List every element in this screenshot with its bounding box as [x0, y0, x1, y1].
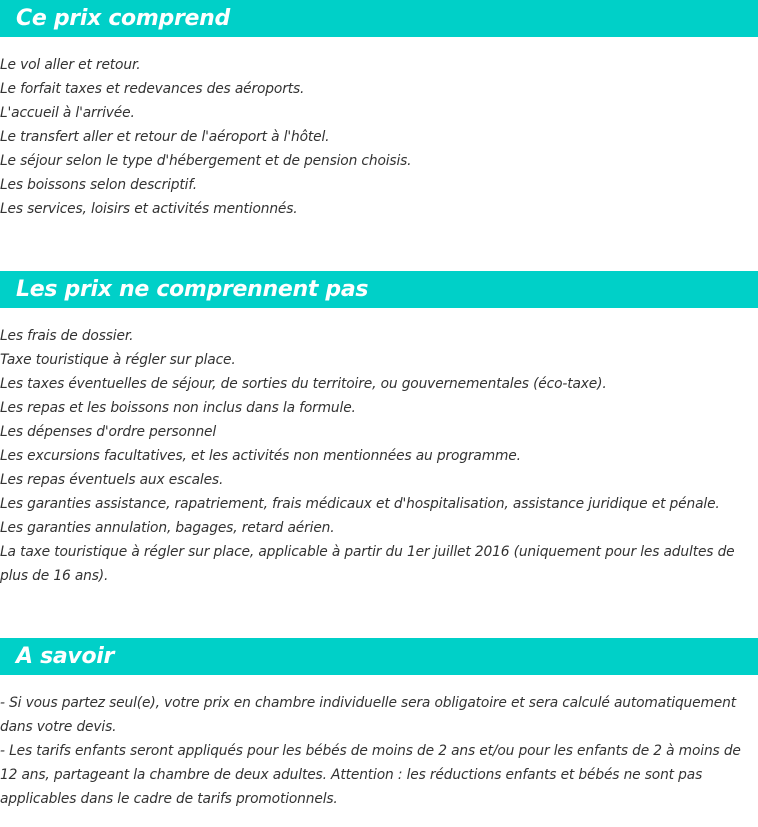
list-item: Les dépenses d'ordre personnel: [0, 424, 217, 440]
section-body: [0, 308, 758, 588]
section-title: A savoir: [16, 644, 115, 669]
list-item: Le forfait taxes et redevances des aéroports.: [0, 81, 305, 97]
section-banner: [0, 271, 758, 308]
section-price-includes: [0, 0, 758, 221]
section-title: Les prix ne comprennent pas: [16, 277, 369, 302]
list-item: Les frais de dossier.: [0, 328, 134, 344]
list-item: Les services, loisirs et activités mentionnés.: [0, 201, 298, 217]
section-body: [0, 675, 758, 811]
list-item: Les excursions facultatives, et les activités non mentionnées au programme.: [0, 448, 521, 464]
section-body: [0, 37, 758, 221]
list-item: - Si vous partez seul(e), votre prix en chambre individuelle sera obligatoire et sera calculé automatiquement dans votre devis.: [0, 695, 736, 735]
section-good-to-know: [0, 638, 758, 811]
list-item: Le séjour selon le type d'hébergement et de pension choisis.: [0, 153, 412, 169]
list-item: Taxe touristique à régler sur place.: [0, 352, 236, 368]
list-item: L'accueil à l'arrivée.: [0, 105, 135, 121]
section-title: Ce prix comprend: [16, 6, 230, 31]
list-item: Le vol aller et retour.: [0, 57, 141, 73]
list-item: Les boissons selon descriptif.: [0, 177, 198, 193]
list-item: La taxe touristique à régler sur place, applicable à partir du 1er juillet 2016 (uniquement pour les adultes de plus de 16 ans).: [0, 544, 735, 584]
section-price-excludes: [0, 271, 758, 588]
section-banner: [0, 0, 758, 37]
list-item: Les taxes éventuelles de séjour, de sorties du territoire, ou gouvernementales (éco-taxe).: [0, 376, 607, 392]
list-item: Les repas et les boissons non inclus dans la formule.: [0, 400, 356, 416]
list-item: Les garanties annulation, bagages, retard aérien.: [0, 520, 335, 536]
list-item: - Les tarifs enfants seront appliqués pour les bébés de moins de 2 ans et/ou pour les enfants de 2 à moins de 12 ans, partageant la chambre de deux adultes. Attention : les réductions enfants et bébés ne sont pas applicables dans le cadre de tarifs promotionnels.: [0, 743, 741, 807]
list-item: Les repas éventuels aux escales.: [0, 472, 224, 488]
section-banner: [0, 638, 758, 675]
list-item: Le transfert aller et retour de l'aéroport à l'hôtel.: [0, 129, 330, 145]
list-item: Les garanties assistance, rapatriement, frais médicaux et d'hospitalisation, assistance juridique et pénale.: [0, 496, 720, 512]
